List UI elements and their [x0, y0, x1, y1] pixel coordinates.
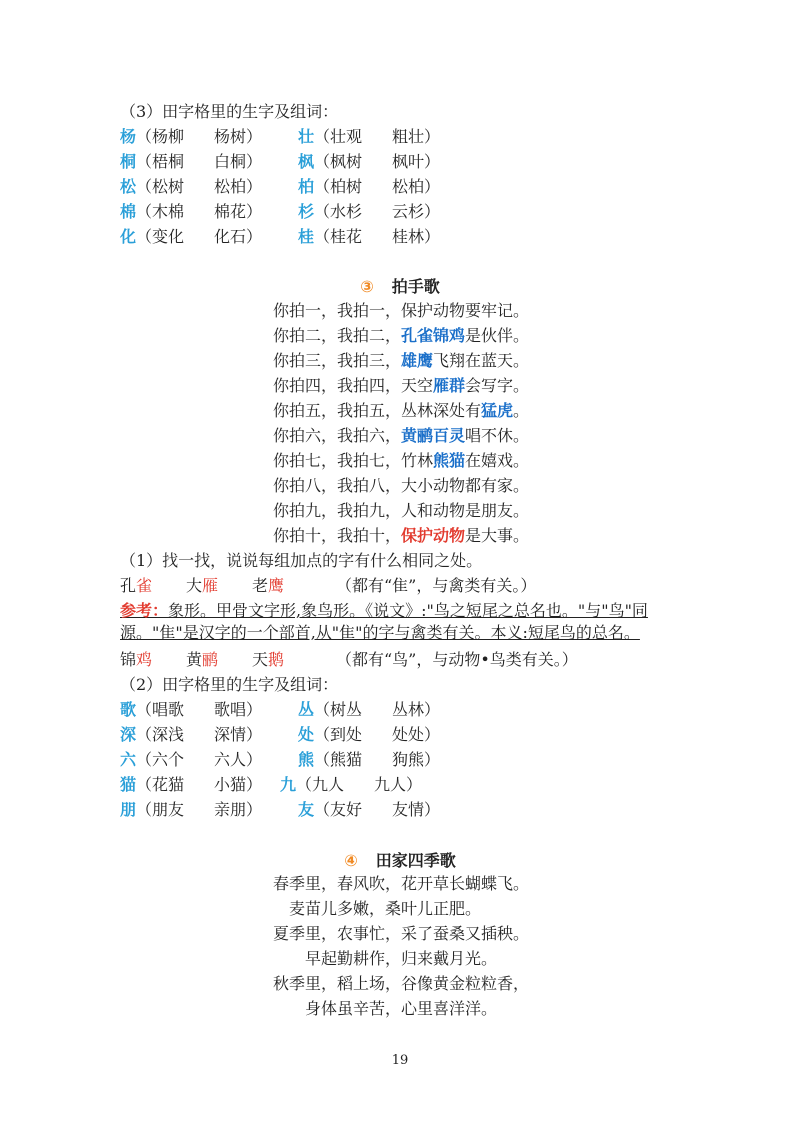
word-row: 朋（朋友 亲朋）	[120, 800, 263, 819]
poem-line: 你拍九，我拍九，人和动物是朋友。	[273, 501, 530, 520]
word-row: 六（六个 六人）	[120, 750, 263, 769]
word-row: 熊（熊猫 狗熊）	[298, 750, 441, 769]
word-row: 猫（花猫 小猫）	[120, 775, 263, 794]
poem-line: 麦苗儿多嫩，桑叶儿正肥。	[289, 899, 482, 918]
word-row: 桂（桂花 桂林）	[298, 227, 441, 246]
song3-title: ③ 拍手歌	[360, 277, 440, 296]
poem-line: 你拍五，我拍五，丛林深处有猛虎。	[273, 401, 530, 420]
section3-header: （3）田字格里的生字及组词：	[120, 102, 339, 121]
example-group-1: 孔雀 大雁 老鹰 （都有“隹”，与禽类有关。）	[120, 576, 537, 595]
question-1: （1）找一找，说说每组加点的字有什么相同之处。	[120, 551, 483, 570]
song4-title: ④ 田家四季歌	[344, 851, 456, 870]
poem-line: 你拍一，我拍一，保护动物要牢记。	[273, 301, 530, 320]
page-number: 19	[391, 1053, 409, 1068]
poem-line: 身体虽辛苦，心里喜洋洋。	[305, 999, 498, 1018]
word-row: 壮（壮观 粗壮）	[298, 127, 441, 146]
word-row: 丛（树丛 丛林）	[298, 700, 441, 719]
word-row: 杨（杨柳 杨树）	[120, 127, 263, 146]
word-row: 歌（唱歌 歌唱）	[120, 700, 263, 719]
section2-header: （2）田字格里的生字及组词：	[120, 675, 339, 694]
circled-number-3: ③	[360, 277, 374, 296]
poem-line: 你拍六，我拍六，黄鹂百灵唱不休。	[273, 426, 530, 445]
word-row: 枫（枫树 枫叶）	[298, 152, 441, 171]
poem-line: 你拍七，我拍七，竹林熊猫在嬉戏。	[273, 451, 530, 470]
poem-line: 早起勤耕作，归来戴月光。	[305, 949, 498, 968]
poem-line: 你拍二，我拍二，孔雀锦鸡是伙伴。	[273, 326, 530, 345]
poem-line: 你拍十，我拍十，保护动物是大事。	[273, 526, 530, 545]
poem-line: 夏季里，农事忙，采了蚕桑又插秧。	[273, 924, 530, 943]
poem-line: 春季里，春风吹，花开草长蝴蝶飞。	[273, 874, 530, 893]
poem-line: 你拍八，我拍八，大小动物都有家。	[273, 476, 530, 495]
poem-line: 你拍四，我拍四，天空雁群会写字。	[273, 376, 530, 395]
poem-line: 你拍三，我拍三，雄鹰飞翔在蓝天。	[273, 351, 530, 370]
word-row: 桐（梧桐 白桐）	[120, 152, 263, 171]
word-row: 深（深浅 深情）	[120, 725, 263, 744]
poem-line: 秋季里，稻上场，谷像黄金粒粒香，	[273, 974, 530, 993]
word-row: 松（松树 松柏）	[120, 177, 263, 196]
word-row: 处（到处 处处）	[298, 725, 441, 744]
word-row: 棉（木棉 棉花）	[120, 202, 263, 221]
word-row: 化（变化 化石）	[120, 227, 263, 246]
word-row: 友（友好 友情）	[298, 800, 441, 819]
circled-number-4: ④	[344, 851, 358, 870]
reference-note: 参考：象形。甲骨文字形,象鸟形。《说文》:"鸟之短尾之总名也。"与"鸟"同源。"隹"是汉字的一个部首,从"隹"的字与禽类有关。本义:短尾鸟的总名。	[120, 601, 648, 642]
word-row: 柏（柏树 松柏）	[298, 177, 441, 196]
example-group-2: 锦鸡 黄鹂 天鹅 （都有“鸟”，与动物•鸟类有关。）	[120, 650, 578, 669]
word-row: 杉（水杉 云杉）	[298, 202, 441, 221]
word-row: 九（九人 九人）	[280, 775, 423, 794]
